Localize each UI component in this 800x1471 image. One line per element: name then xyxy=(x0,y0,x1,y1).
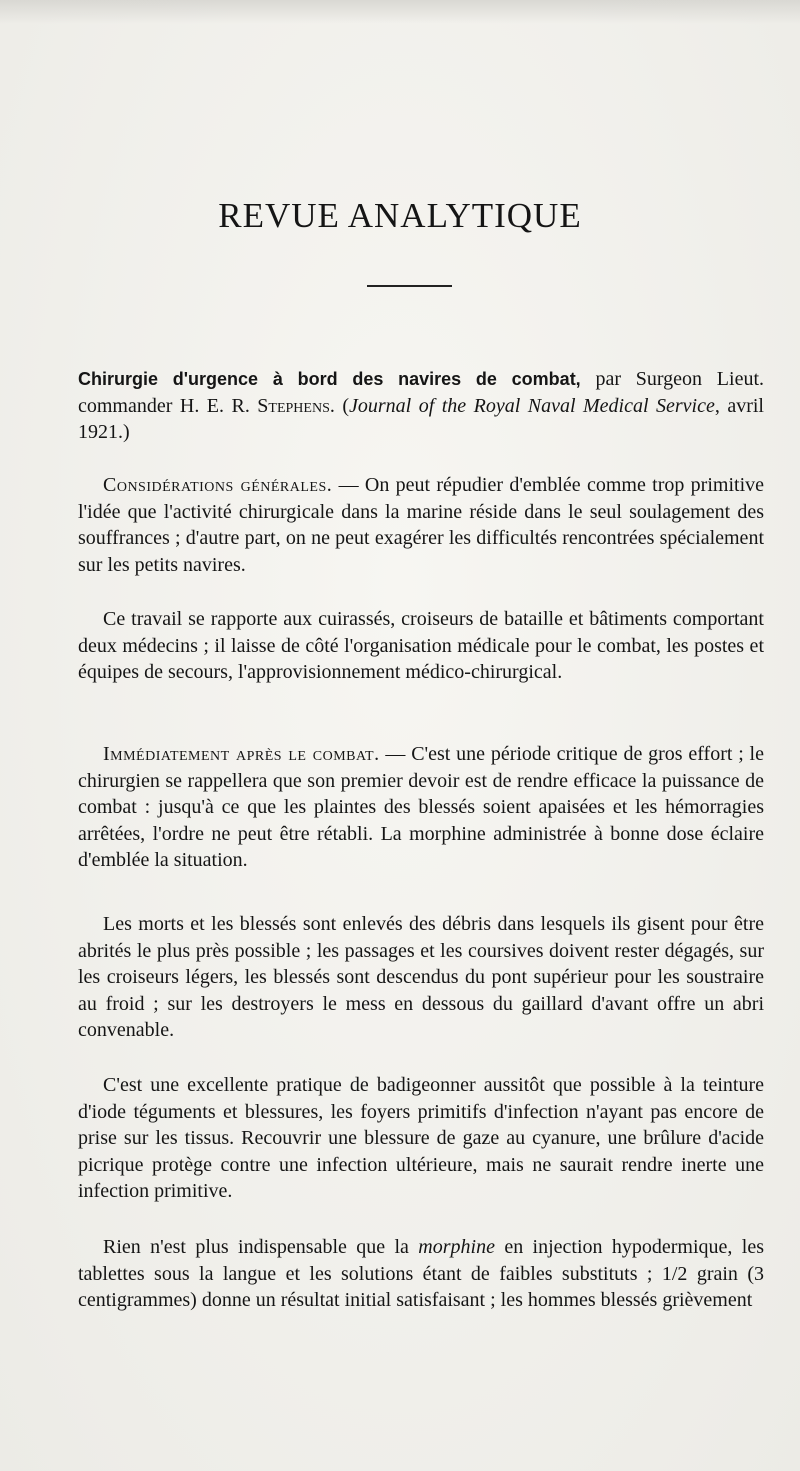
article-byline-prefix: par Surgeon Lieut. commander H. E. R. xyxy=(78,368,764,417)
paragraph-text: — C'est une période critique de gros effort ; le chirurgien se rappellera que son premier devoir est de rendre efficace la puissance de combat : jusqu'à ce que les plaintes des blessés soient apaisées et les hémorragies arrêtées, l'ordre ne peut être rétabli. La morphine administrée à bonne dose éclaire d'emblée la situation. xyxy=(78,743,764,871)
page-title: REVUE ANALYTIQUE xyxy=(218,196,582,235)
emphasized-term: morphine xyxy=(418,1236,495,1258)
article-byline-mid: . ( xyxy=(329,394,350,417)
section-after-combat-heading: Immédiatement après le combat. xyxy=(103,743,380,765)
section-after-combat-p4 xyxy=(78,1234,764,1314)
section-general-heading: Considérations générales. xyxy=(103,474,333,496)
paragraph-text: Les morts et les blessés sont enlevés des débris dans lesquels ils gisent pour être abrités le plus près possible ; les passages et les coursives doivent rester dégagés, sur les croiseurs légers, les blessés sont descendus du pont supérieur pour les soustraire au froid ; sur les destroyers le mess en dessous du gaillard d'avant offre un abri convenable. xyxy=(78,913,764,1041)
paragraph-text: — On peut répudier d'emblée comme trop primitive l'idée que l'activité chirurgicale dans la marine réside dans le seul soulagement des souffrances ; d'autre part, on ne peut exagérer les difficultés rencontrées spécialement sur les petits navires. xyxy=(78,474,764,576)
article-title: Chirurgie d'urgence à bord des navires de combat, xyxy=(78,369,581,389)
section-general-p2 xyxy=(78,606,764,686)
article-reference xyxy=(78,366,764,446)
scan-edge-shadow xyxy=(0,0,800,24)
section-general-p1 xyxy=(78,472,764,578)
paragraph-text: C'est une excellente pratique de badigeonner aussitôt que possible à la teinture d'iode téguments et blessures, les foyers primitifs d'infection n'ayant pas encore de prise sur les tissus. Recouvrir une blessure de gaze au cyanure, une brûlure d'acide picrique protège contre une infection ultérieure, mais ne saurait rendre inerte une infection primitive. xyxy=(78,1074,764,1202)
section-after-combat-p1 xyxy=(78,741,764,874)
article-journal: Journal of the Royal Naval Medical Service xyxy=(349,394,715,417)
title-divider xyxy=(367,285,452,287)
paragraph-text: Rien n'est plus indispensable que la xyxy=(103,1236,419,1258)
paragraph-text: en injection hypodermique, les tablettes sous la langue et les solutions étant de faibles substituts ; 1/2 grain (3 centigrammes) donne un résultat initial satisfaisant ; les hommes blessés grièvement xyxy=(78,1236,764,1311)
section-after-combat-p3 xyxy=(78,1072,764,1205)
section-after-combat-p2 xyxy=(78,911,764,1044)
paragraph-text: Ce travail se rapporte aux cuirassés, croiseurs de bataille et bâtiments comportant deux médecins ; il laisse de côté l'organisation médicale pour le combat, les postes et équipes de secours, l'approvisionnement médico-chirurgical. xyxy=(78,608,764,683)
article-date: , avril 1921.) xyxy=(78,394,764,443)
article-author: Stephens xyxy=(257,394,330,417)
